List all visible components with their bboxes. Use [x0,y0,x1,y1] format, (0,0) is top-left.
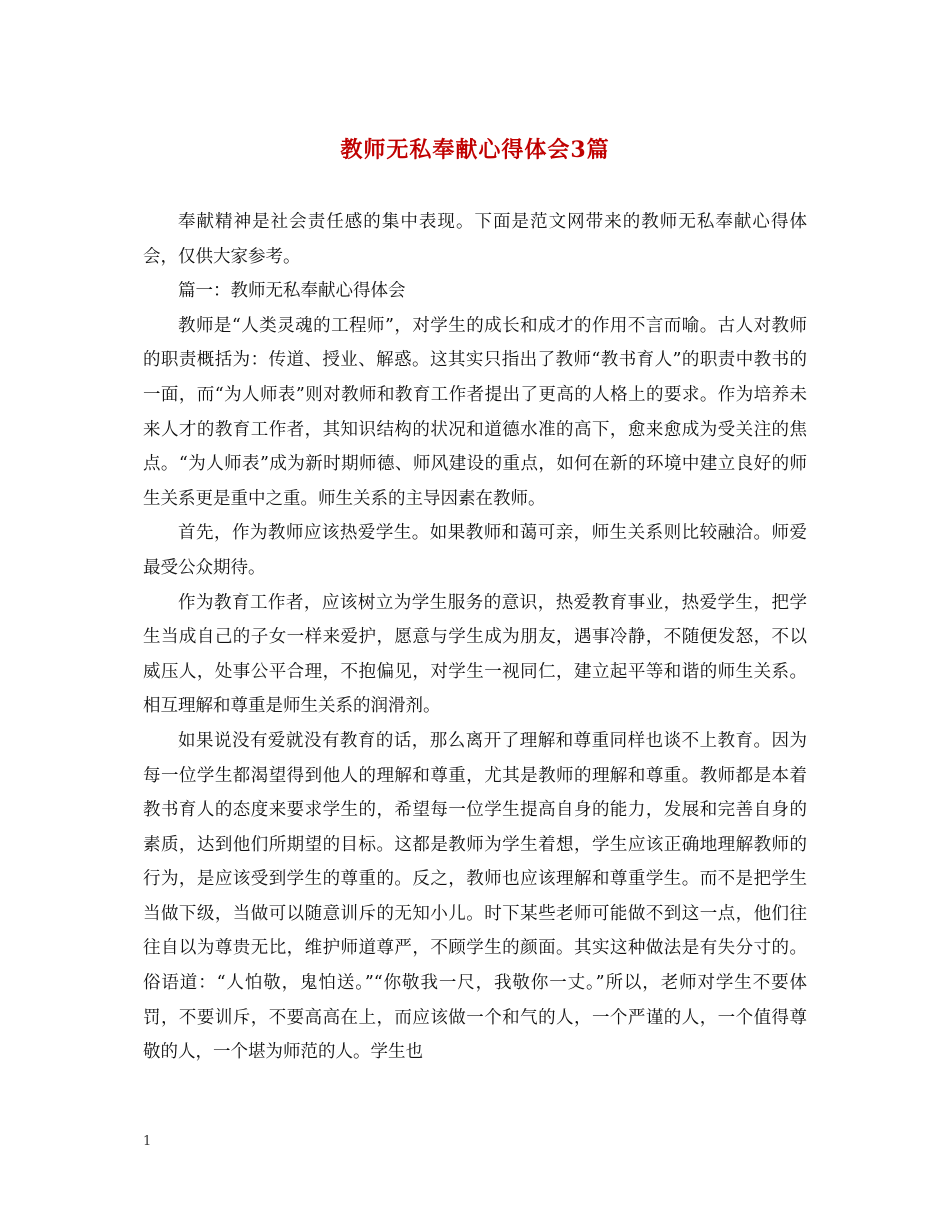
section-heading: 篇一：教师无私奉献心得体会 [178,281,406,302]
page-number: 1 [143,1134,152,1149]
document-title: 教师无私奉献心得体会3篇 [340,137,610,163]
paragraph-intro: 奉献精神是社会责任感的集中表现。下面是范文网带来的教师无私奉献心得体会，仅供大家参考。 [143,212,807,267]
paragraph: 教师是“人类灵魂的工程师”，对学生的成长和成才的作用不言而喻。古人对教师的职责概括为：传道、授业、解惑。这其实只指出了教师“教书育人”的职责中教书的一面，而“为人师表”则对教师和教育工作者提出了更高的人格上的要求。作为培养未来人才的教育工作者，其知识结构的状况和道德水准的高下，愈来愈成为受关注的焦点。“为人师表”成为新时期师德、师风建设的重点，如何在新的环境中建立良好的师生关系更是重中之重。师生关系的主导因素在教师。 [143,315,807,509]
paragraph: 作为教育工作者，应该树立为学生服务的意识，热爱教育事业，热爱学生，把学生当成自己的子女一样来爱护，愿意与学生成为朋友，遇事冷静，不随便发怒，不以威压人，处事公平合理，不抱偏见，对学生一视同仁，建立起平等和谐的师生关系。相互理解和尊重是师生关系的润滑剂。 [143,592,807,717]
paragraph: 首先，作为教师应该热爱学生。如果教师和蔼可亲，师生关系则比较融洽。师爱最受公众期待。 [143,523,807,578]
paragraph: 如果说没有爱就没有教育的话，那么离开了理解和尊重同样也谈不上教育。因为每一位学生都渴望得到他人的理解和尊重，尤其是教师的理解和尊重。教师都是本着教书育人的态度来要求学生的，希望每一位学生提高自身的能力，发展和完善自身的素质，达到他们所期望的目标。这都是教师为学生着想，学生应该正确地理解教师的行为，是应该受到学生的尊重的。反之，教师也应该理解和尊重学生。而不是把学生当做下级，当做可以随意训斥的无知小儿。时下某些老师可能做不到这一点，他们往往自以为尊贵无比，维护师道尊严，不顾学生的颜面。其实这种做法是有失分寸的。俗语道：“人怕敬，鬼怕送。”“你敬我一尺，我敬你一丈。”所以，老师对学生不要体罚，不要训斥，不要高高在上，而应该做一个和气的人，一个严谨的人，一个值得尊敬的人，一个堪为师范的人。学生也 [143,730,807,1063]
document-body [143,205,807,1070]
